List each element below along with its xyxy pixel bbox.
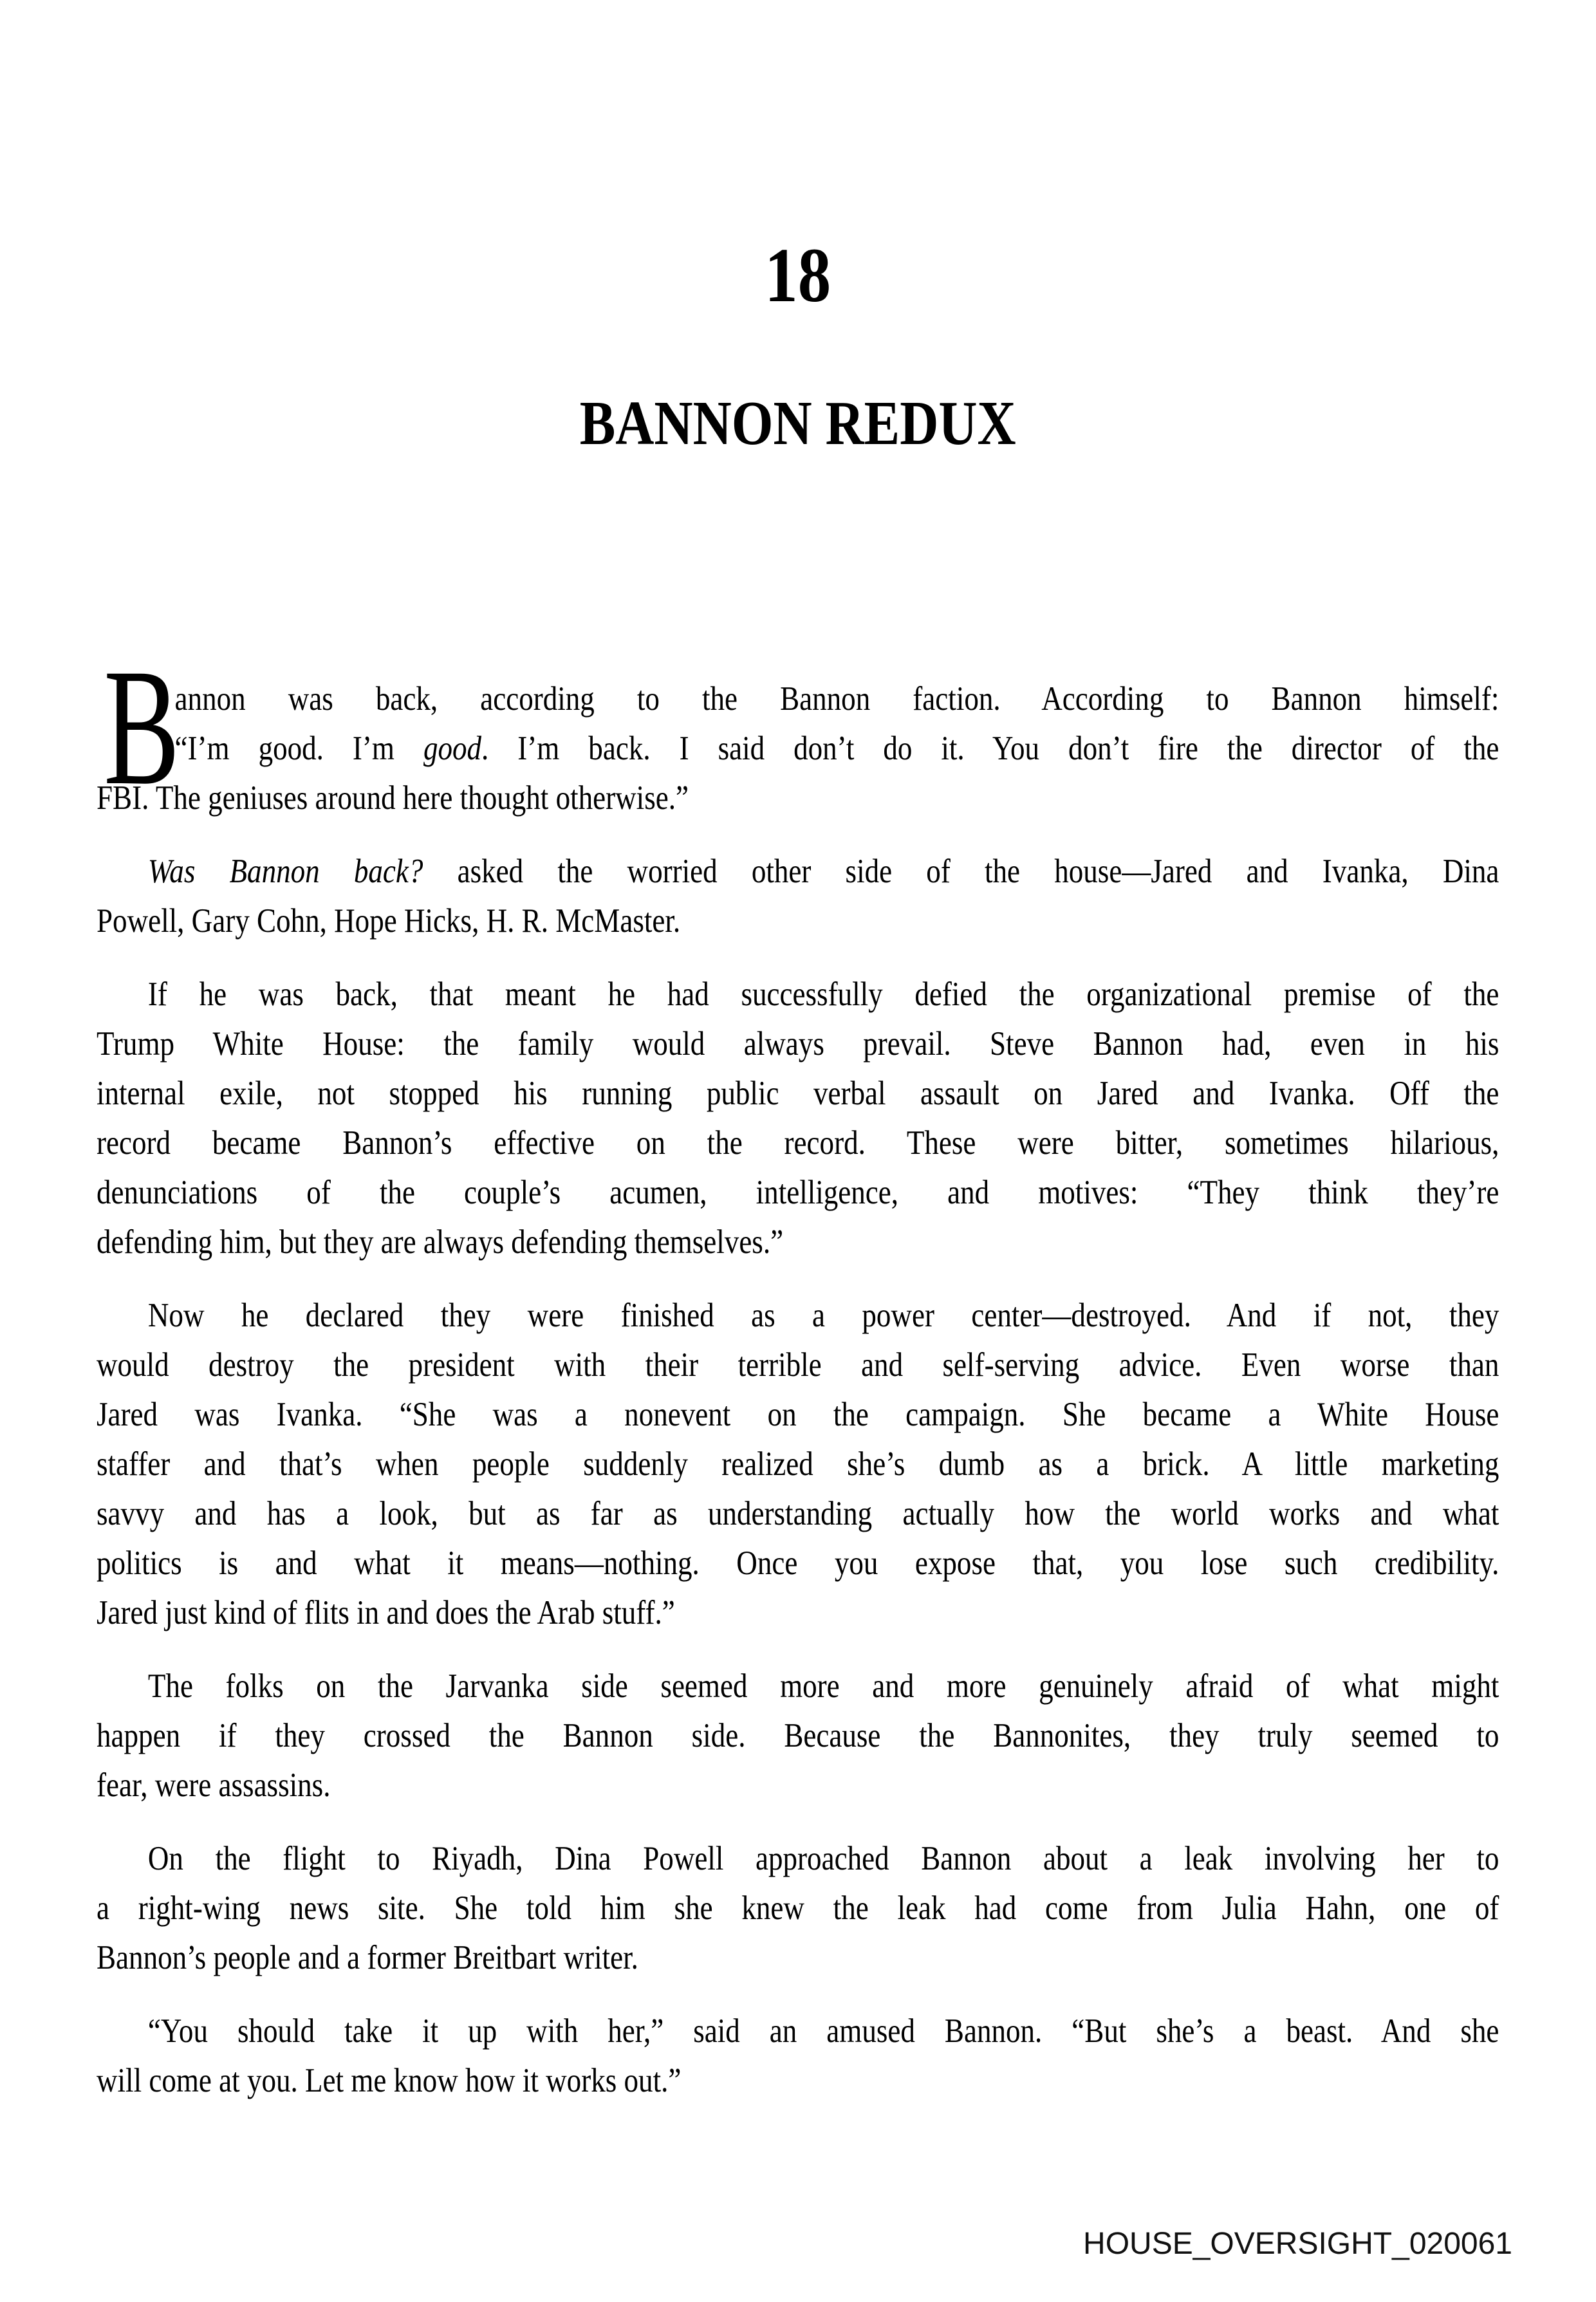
line-text: happen if they crossed the Bannon side. Because the Bannonites, they truly seemed to [97,1717,1499,1754]
line-text: staffer and that’s when people suddenly realized she’s dumb as a brick. A little marketing [97,1445,1499,1483]
body-line [97,1711,1499,1761]
body-line [97,1019,1499,1069]
body-line [97,724,1499,774]
body-line [97,1069,1499,1119]
paragraph [97,1662,1499,1810]
body-line [97,1588,1499,1638]
body-line [97,1884,1499,1933]
paragraph [97,1834,1499,1983]
line-text: savvy and has a look, but as far as understanding actually how the world works and what [97,1495,1499,1532]
body-line [97,1440,1499,1489]
paragraph [97,635,1499,823]
body-line [97,1933,1499,1983]
body-line [97,2007,1499,2056]
body-line [97,1539,1499,1588]
line-text: asked the worried other side of the house—Jared and Ivanka, Dina [423,853,1499,890]
line-text: If he was back, that meant he had successfully defied the organizational premise of the [147,976,1499,1013]
line-text: Bannon’s people and a former Breitbart writer. [97,1939,638,1976]
line-text: Trump White House: the family would always prevail. Steve Bannon had, even in his [97,1025,1499,1063]
body-line [97,674,1499,724]
paragraph [97,847,1499,946]
line-text: would destroy the president with their terrible and self-serving advice. Even worse than [97,1346,1499,1384]
line-text: “I’m good. I’m [174,730,423,767]
body-line [97,970,1499,1019]
page-text-column [97,0,1499,2106]
bates-stamp: HOUSE_OVERSIGHT_020061 [1083,2227,1512,2261]
body-line [97,1168,1499,1218]
line-text: Now he declared they were finished as a power center—destroyed. And if not, they [147,1297,1499,1334]
body-line [97,1341,1499,1390]
line-text: On the flight to Riyadh, Dina Powell approached Bannon about a leak involving her to [147,1840,1499,1877]
body-line [97,774,1499,823]
line-text: “You should take it up with her,” said an amused Bannon. “But she’s a beast. And she [147,2012,1499,2050]
body-line [97,1291,1499,1341]
line-text: Powell, Gary Cohn, Hope Hicks, H. R. McMaster. [97,902,681,940]
line-text: denunciations of the couple’s acumen, intelligence, and motives: “They think they’re [97,1174,1499,1211]
body-line [97,1834,1499,1884]
italic-text: good [423,730,482,767]
line-text: a right-wing news site. She told him she knew the leak had come from Julia Hahn, one of [97,1889,1499,1927]
line-text: internal exile, not stopped his running public verbal assault on Jared and Ivanka. Off the [97,1075,1499,1112]
line-text: defending him, but they are always defending themselves.” [97,1223,784,1261]
chapter-title: BANNON REDUX [579,389,1016,458]
dropcap-letter: B [104,635,180,820]
line-text: will come at you. Let me know how it works out.” [97,2062,682,2099]
line-text: politics is and what it means—nothing. Once you expose that, you lose such credibility. [97,1545,1499,1582]
line-text: . I’m back. I said don’t do it. You don’t fire the director of the [481,730,1499,767]
line-text: FBI. The geniuses around here thought otherwise.” [97,779,689,817]
body-text [97,635,1499,2106]
line-text: The folks on the Jarvanka side seemed more and more genuinely afraid of what might [147,1667,1499,1705]
paragraph [97,2007,1499,2106]
body-line [97,1489,1499,1539]
body-line [97,1761,1499,1810]
line-text: record became Bannon’s effective on the record. These were bitter, sometimes hilarious, [97,1124,1499,1162]
body-line [97,1390,1499,1440]
body-line [97,847,1499,896]
line-text: fear, were assassins. [97,1767,331,1804]
paragraph [97,970,1499,1267]
chapter-number: 18 [765,232,831,319]
line-text: Jared just kind of flits in and does the Arab stuff.” [97,1594,675,1631]
body-line [97,1119,1499,1168]
paragraph [97,1291,1499,1638]
body-line [97,1218,1499,1267]
body-line [97,2056,1499,2106]
italic-text: Was Bannon back? [147,853,423,890]
body-line [97,896,1499,946]
line-text: Jared was Ivanka. “She was a nonevent on the campaign. She became a White House [97,1396,1499,1433]
body-line [97,1662,1499,1711]
line-text: annon was back, according to the Bannon faction. According to Bannon himself: [174,680,1499,718]
